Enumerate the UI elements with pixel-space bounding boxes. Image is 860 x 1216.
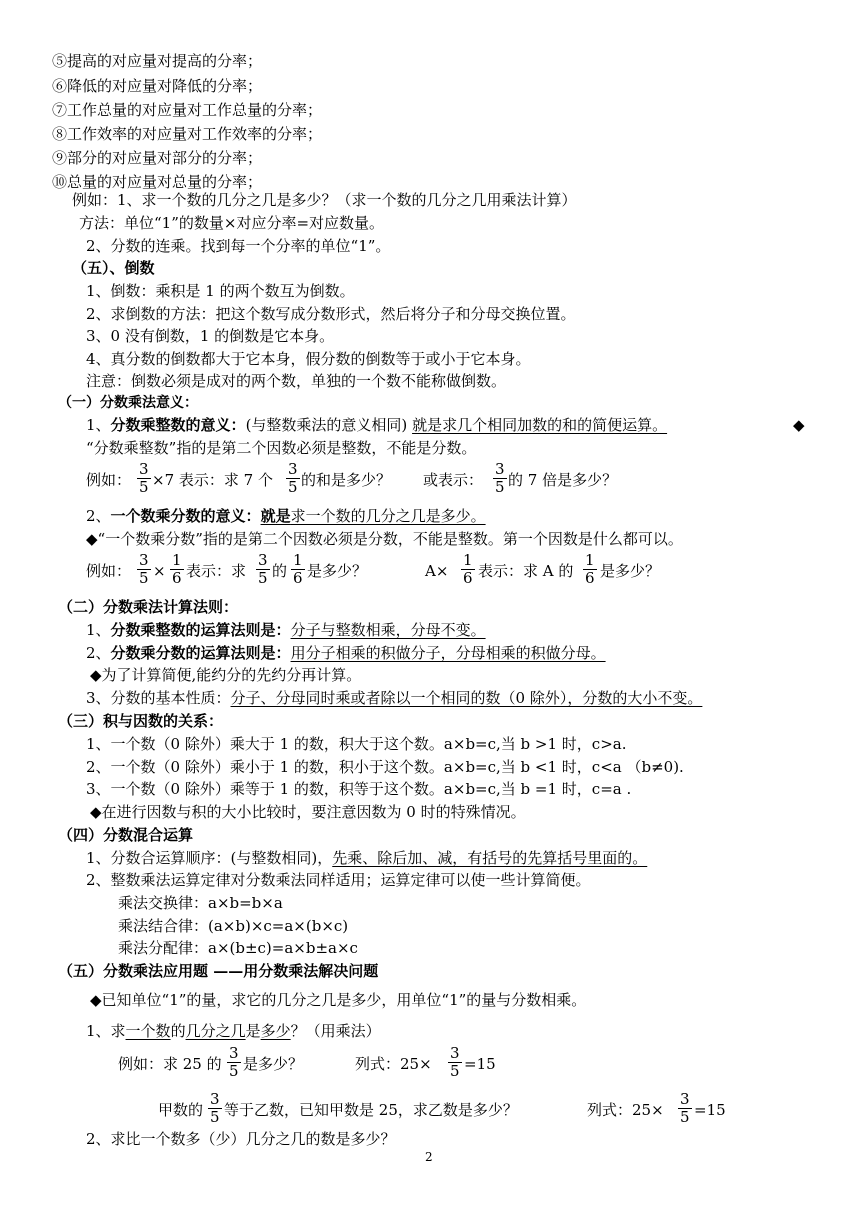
item-number: 2、 bbox=[86, 644, 111, 662]
fraction: $\frac{1}{6}$ bbox=[172, 551, 182, 587]
text-line: ◆“一个数乘分数”指的是第二个因数必须是分数，不能是整数。第一个因数是什么都可以。 bbox=[86, 530, 683, 548]
page-number: 2 bbox=[425, 1150, 433, 1164]
fraction: $\frac{3}{5}$ bbox=[495, 460, 505, 496]
text-line: A× bbox=[425, 562, 449, 580]
text-line bbox=[86, 415, 667, 435]
underlined-definition: 求一个数的几分之几是多少。 bbox=[290, 507, 486, 525]
text-line: 4、真分数的倒数都大于它本身，假分数的倒数等于或小于它本身。 bbox=[86, 350, 531, 368]
underlined-rule: 用分子相乘的积做分子，分母相乘的积做分母。 bbox=[290, 644, 606, 662]
item-number: 1、 bbox=[86, 416, 111, 434]
text-line: “分数乘整数”指的是第二个因数必须是整数，不能是分数。 bbox=[86, 439, 477, 457]
underlined-rule: 分子、分母同时乘或者除以一个相同的数（0 除外），分数的大小不变。 bbox=[230, 689, 703, 707]
text-line: 例如：求 25 的 bbox=[118, 1055, 222, 1073]
example-label: 例如： bbox=[86, 562, 132, 580]
fraction: $\frac{1}{6}$ bbox=[585, 551, 595, 587]
term: 分数乘整数的意义： bbox=[110, 416, 246, 434]
text-line: 乘法分配律：a×(b±c)=a×b±a×c bbox=[118, 939, 358, 957]
text-line: 1、倒数：乘积是 1 的两个数互为倒数。 bbox=[86, 282, 355, 300]
section-heading: （五）、倒数 bbox=[72, 259, 155, 277]
text-line bbox=[86, 643, 606, 663]
text-line: 的 7 倍是多少？ bbox=[508, 471, 618, 489]
text-line: 甲数的 bbox=[158, 1101, 204, 1119]
fraction: $\frac{3}{5}$ bbox=[450, 1044, 460, 1080]
note: (与整数乘法的意义相同) bbox=[245, 416, 408, 434]
text-line: =15 bbox=[464, 1055, 496, 1073]
text-line: 的和是多少？ bbox=[301, 471, 392, 489]
diamond-bullet: ◆ bbox=[793, 416, 805, 434]
text-line: 1、一个数（0 除外）乘大于 1 的数，积大于这个数。a×b=c,当 b >1 时，c>a. bbox=[86, 735, 627, 753]
text-line: 或表示： bbox=[423, 471, 484, 489]
text-line bbox=[86, 848, 647, 868]
fraction: $\frac{1}{6}$ bbox=[463, 551, 473, 587]
text-line: ×7 表示：求 7 个 bbox=[152, 471, 273, 489]
text-line: 乘法结合律：(a×b)×c=a×(b×c) bbox=[118, 917, 349, 935]
text-line: 例如：1、求一个数的几分之几是多少？（求一个数的几分之几用乘法计算） bbox=[72, 191, 577, 209]
text-line: 3、一个数（0 除外）乘等于 1 的数，积等于这个数。a×b=c,当 b =1 时，c=a . bbox=[86, 780, 632, 798]
text-line: 2、一个数（0 除外）乘小于 1 的数，积小于这个数。a×b=c,当 b <1 时，c<a （b≠0). bbox=[86, 758, 684, 776]
text-line: 是多少？ bbox=[307, 562, 368, 580]
text-line: ⑤提高的对应量对提高的分率； bbox=[52, 52, 263, 70]
text-line: ⑨部分的对应量对部分的分率； bbox=[52, 149, 263, 167]
text-line: 乘法交换律：a×b=b×a bbox=[118, 894, 283, 912]
underlined-text: 就是 bbox=[260, 507, 291, 525]
text-line: 2、整数乘法运算定律对分数乘法同样适用；运算定律可以使一些计算简便。 bbox=[86, 871, 591, 889]
fraction: $\frac{3}{5}$ bbox=[139, 460, 149, 496]
text-line: 等于乙数，已知甲数是 25，求乙数是多少？ bbox=[224, 1101, 518, 1119]
fraction: $\frac{1}{6}$ bbox=[293, 551, 303, 587]
text-line: 2、求倒数的方法：把这个数写成分数形式，然后将分子和分母交换位置。 bbox=[86, 305, 576, 323]
text-line: ⑦工作总量的对应量对工作总量的分率； bbox=[52, 101, 323, 119]
text-line: ⑧工作效率的对应量对工作效率的分率； bbox=[52, 125, 323, 143]
text-line: 的 bbox=[272, 562, 288, 580]
text-line: 注意：倒数必须是成对的两个数，单独的一个数不能称做倒数。 bbox=[86, 372, 507, 390]
section-heading: （二）分数乘法计算法则： bbox=[58, 598, 239, 616]
text-line: 列式：25× bbox=[587, 1101, 664, 1119]
section-heading: （一）分数乘法意义： bbox=[58, 395, 198, 411]
text-line: 1、求一个数的几分之几是多少？（用乘法） bbox=[86, 1022, 381, 1040]
text-line: ⑩总量的对应量对总量的分率； bbox=[52, 173, 263, 191]
text-line: 是多少？ bbox=[243, 1055, 304, 1073]
underlined-definition: 就是求几个相同加数的和的简便运算。 bbox=[412, 416, 668, 434]
text-line: 是多少？ bbox=[600, 562, 661, 580]
text-line: 列式：25× bbox=[355, 1055, 432, 1073]
text-line bbox=[86, 506, 486, 526]
label: 3、分数的基本性质： bbox=[86, 689, 231, 707]
fraction: $\frac{3}{5}$ bbox=[288, 460, 298, 496]
text-line: ◆已知单位“1”的量，求它的几分之几是多少，用单位“1”的量与分数相乘。 bbox=[90, 991, 587, 1009]
text-line: 方法：单位“1”的数量×对应分率=对应数量。 bbox=[79, 214, 385, 232]
text-line bbox=[86, 688, 702, 708]
text-line: =15 bbox=[694, 1101, 726, 1119]
term: 一个数乘分数的意义： bbox=[110, 507, 261, 525]
fraction: $\frac{3}{5}$ bbox=[229, 1044, 239, 1080]
example-label: 例如： bbox=[86, 471, 132, 489]
section-heading: （五）分数乘法应用题 ——用分数乘法解决问题 bbox=[58, 962, 379, 980]
text-line: × bbox=[153, 562, 166, 580]
text-line: 表示：求 A 的 bbox=[478, 562, 574, 580]
item-number: 1、 bbox=[86, 621, 111, 639]
text-line: ◆在进行因数与积的大小比较时，要注意因数为 0 时的特殊情况。 bbox=[90, 803, 526, 821]
term: 分数乘分数的运算法则是： bbox=[110, 644, 291, 662]
text-line: 表示：求 bbox=[186, 562, 247, 580]
term: 分数乘整数的运算法则是： bbox=[110, 621, 291, 639]
text-line: 2、分数的连乘。找到每一个分率的单位“1”。 bbox=[86, 237, 391, 255]
text-line bbox=[86, 620, 486, 640]
section-heading: （四）分数混合运算 bbox=[58, 826, 194, 844]
text-line: ⑥降低的对应量对降低的分率； bbox=[52, 77, 263, 95]
text-line: 2、求比一个数多（少）几分之几的数是多少？ bbox=[86, 1130, 396, 1148]
fraction: $\frac{3}{5}$ bbox=[139, 551, 149, 587]
section-heading: （三）积与因数的关系： bbox=[58, 712, 224, 730]
fraction: $\frac{3}{5}$ bbox=[210, 1090, 220, 1126]
fraction: $\frac{3}{5}$ bbox=[258, 551, 268, 587]
text-line: ◆为了计算简便,能约分的先约分再计算。 bbox=[90, 666, 362, 684]
underlined-rule: 分子与整数相乘，分母不变。 bbox=[290, 621, 486, 639]
label: 1、分数合运算顺序：(与整数相同)， bbox=[86, 849, 333, 867]
text-line: 3、0 没有倒数，1 的倒数是它本身。 bbox=[86, 327, 335, 345]
item-number: 2、 bbox=[86, 507, 111, 525]
fraction: $\frac{3}{5}$ bbox=[680, 1090, 690, 1126]
underlined-rule: 先乘、除后加、减，有括号的先算括号里面的。 bbox=[332, 849, 648, 867]
